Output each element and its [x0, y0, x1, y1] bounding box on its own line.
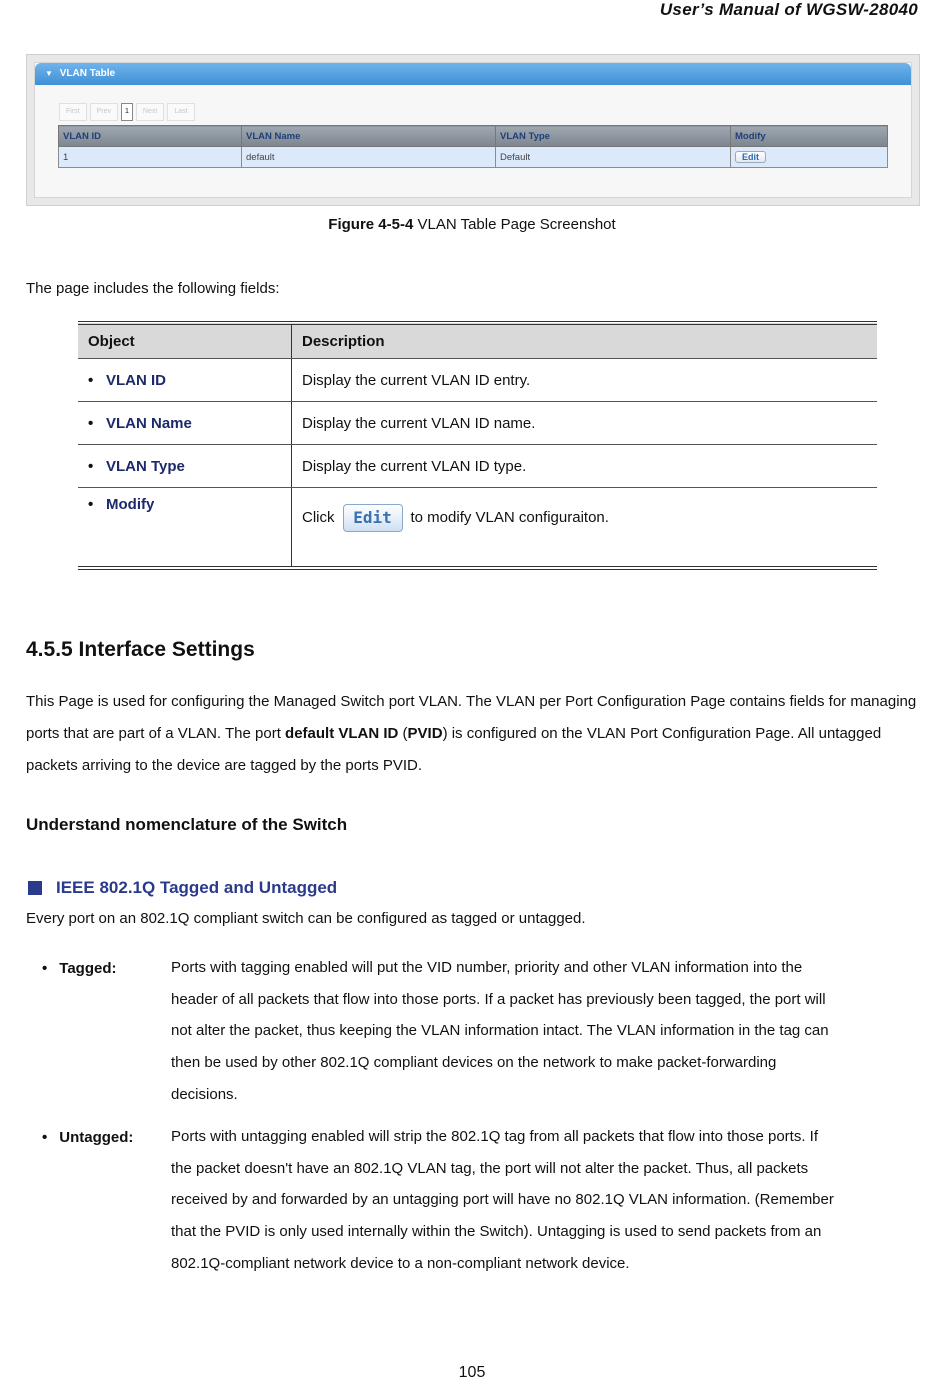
bullet-icon: • [88, 371, 94, 389]
table-row [78, 445, 877, 488]
paragraph-text: ) is configured on the VLAN Port Configuration Page. All untagged packets arriving to the device are tagged by the ports PVID. [26, 725, 882, 774]
vlan-table [58, 125, 888, 168]
col-modify: Modify [731, 126, 888, 147]
field-description: Display the current VLAN ID name. [292, 402, 878, 445]
pager-last-button[interactable]: Last [167, 103, 194, 121]
definition-term [42, 960, 116, 977]
pager-page-button[interactable]: 1 [121, 103, 133, 121]
figure-caption [0, 216, 944, 233]
vlan-table-screenshot [26, 54, 920, 206]
field-name: VLAN Type [106, 457, 185, 475]
panel-title-bar[interactable] [35, 63, 911, 85]
field-name: Modify [106, 496, 155, 513]
cell-vlan-type: Default [496, 147, 731, 168]
field-name: VLAN Name [106, 414, 192, 432]
ieee-heading-text: IEEE 802.1Q Tagged and Untagged [56, 878, 338, 897]
cell-vlan-id: 1 [59, 147, 242, 168]
bullet-icon: • [88, 457, 94, 475]
cell-modify [731, 147, 888, 168]
field-description: Display the current VLAN ID entry. [292, 359, 878, 402]
term-text: Tagged: [59, 960, 117, 977]
subheading: Understand nomenclature of the Switch [26, 815, 348, 834]
term-text: Untagged: [59, 1129, 134, 1146]
definition-text: Ports with tagging enabled will put the VID number, priority and other VLAN information into the header of all packets that flow into those ports. If a packet has previously been tagged, the port will not alter the packet, thus keeping the VLAN information intact. The VLAN information in the tag can then be used by other 802.1Q compliant devices on the network to make packet-forwarding decisions. [171, 959, 829, 1103]
page-number: 105 [458, 1364, 486, 1381]
definition-term [42, 1129, 133, 1146]
paragraph-text: This Page is used for configuring the Managed Switch port VLAN. The VLAN per Port Configuration Page contains fields for managing ports that are part of a VLAN. The port [26, 693, 917, 742]
pager-prev-button[interactable]: Prev [90, 103, 118, 121]
ieee-heading [28, 878, 337, 898]
figure-label: Figure 4-5-4 [328, 216, 414, 233]
section-heading: 4.5.5 Interface Settings [26, 638, 255, 661]
fields-table [78, 321, 877, 570]
edit-button[interactable]: Edit [735, 151, 766, 163]
header-object: Object [78, 323, 292, 359]
collapse-triangle-icon[interactable]: ▼ [45, 69, 53, 78]
field-object [78, 488, 292, 569]
bullet-icon: • [88, 414, 94, 432]
modify-text: to modify VLAN configuraiton. [410, 508, 609, 526]
edit-button-image: Edit [343, 504, 403, 532]
col-vlan-type: VLAN Type [496, 126, 731, 147]
pager-first-button[interactable]: First [59, 103, 87, 121]
paragraph-bold: default VLAN ID [285, 725, 399, 742]
bullet-icon: • [42, 960, 48, 977]
header-description: Description [292, 323, 878, 359]
paragraph-text: ( [398, 725, 408, 742]
field-name: VLAN ID [106, 371, 166, 389]
click-text: Click [302, 508, 335, 526]
cell-vlan-name: default [242, 147, 496, 168]
square-bullet-icon [28, 881, 42, 895]
panel-title: VLAN Table [59, 68, 116, 79]
definition-text: Ports with untagging enabled will strip the 802.1Q tag from all packets that flow into those ports. If the packet doesn't have an 802.1Q VLAN tag, the port will not alter the packet. Thus, all packets received by and forwarded by an untagging port will have no 802.1Q VLAN information. (Remember that the PVID is only used internally within the Switch). Untagging is used to send packets from an 802.1Q-compliant network device to a non-compliant network device. [171, 1128, 834, 1272]
manual-header-title: User’s Manual of WGSW-28040 [659, 0, 918, 19]
vlan-table-header [59, 126, 888, 147]
table-row [59, 147, 888, 168]
field-object [78, 402, 292, 445]
table-row [78, 359, 877, 402]
field-object [78, 445, 292, 488]
col-vlan-id: VLAN ID [59, 126, 242, 147]
col-vlan-name: VLAN Name [242, 126, 496, 147]
table-row [78, 488, 877, 569]
intro-text: The page includes the following fields: [26, 280, 280, 297]
bullet-icon: • [88, 496, 94, 513]
paragraph-bold: PVID [407, 725, 443, 742]
pagination [59, 103, 195, 121]
pager-next-button[interactable]: Next [136, 103, 164, 121]
section-paragraph [26, 686, 921, 782]
vlan-table-panel [34, 62, 912, 198]
figure-text: VLAN Table Page Screenshot [413, 216, 616, 233]
table-row [78, 402, 877, 445]
field-object [78, 359, 292, 402]
field-description [292, 488, 878, 569]
fields-table-header [78, 323, 877, 359]
ieee-intro: Every port on an 802.1Q compliant switch can be configured as tagged or untagged. [26, 910, 586, 927]
bullet-icon: • [42, 1129, 48, 1146]
field-description: Display the current VLAN ID type. [292, 445, 878, 488]
